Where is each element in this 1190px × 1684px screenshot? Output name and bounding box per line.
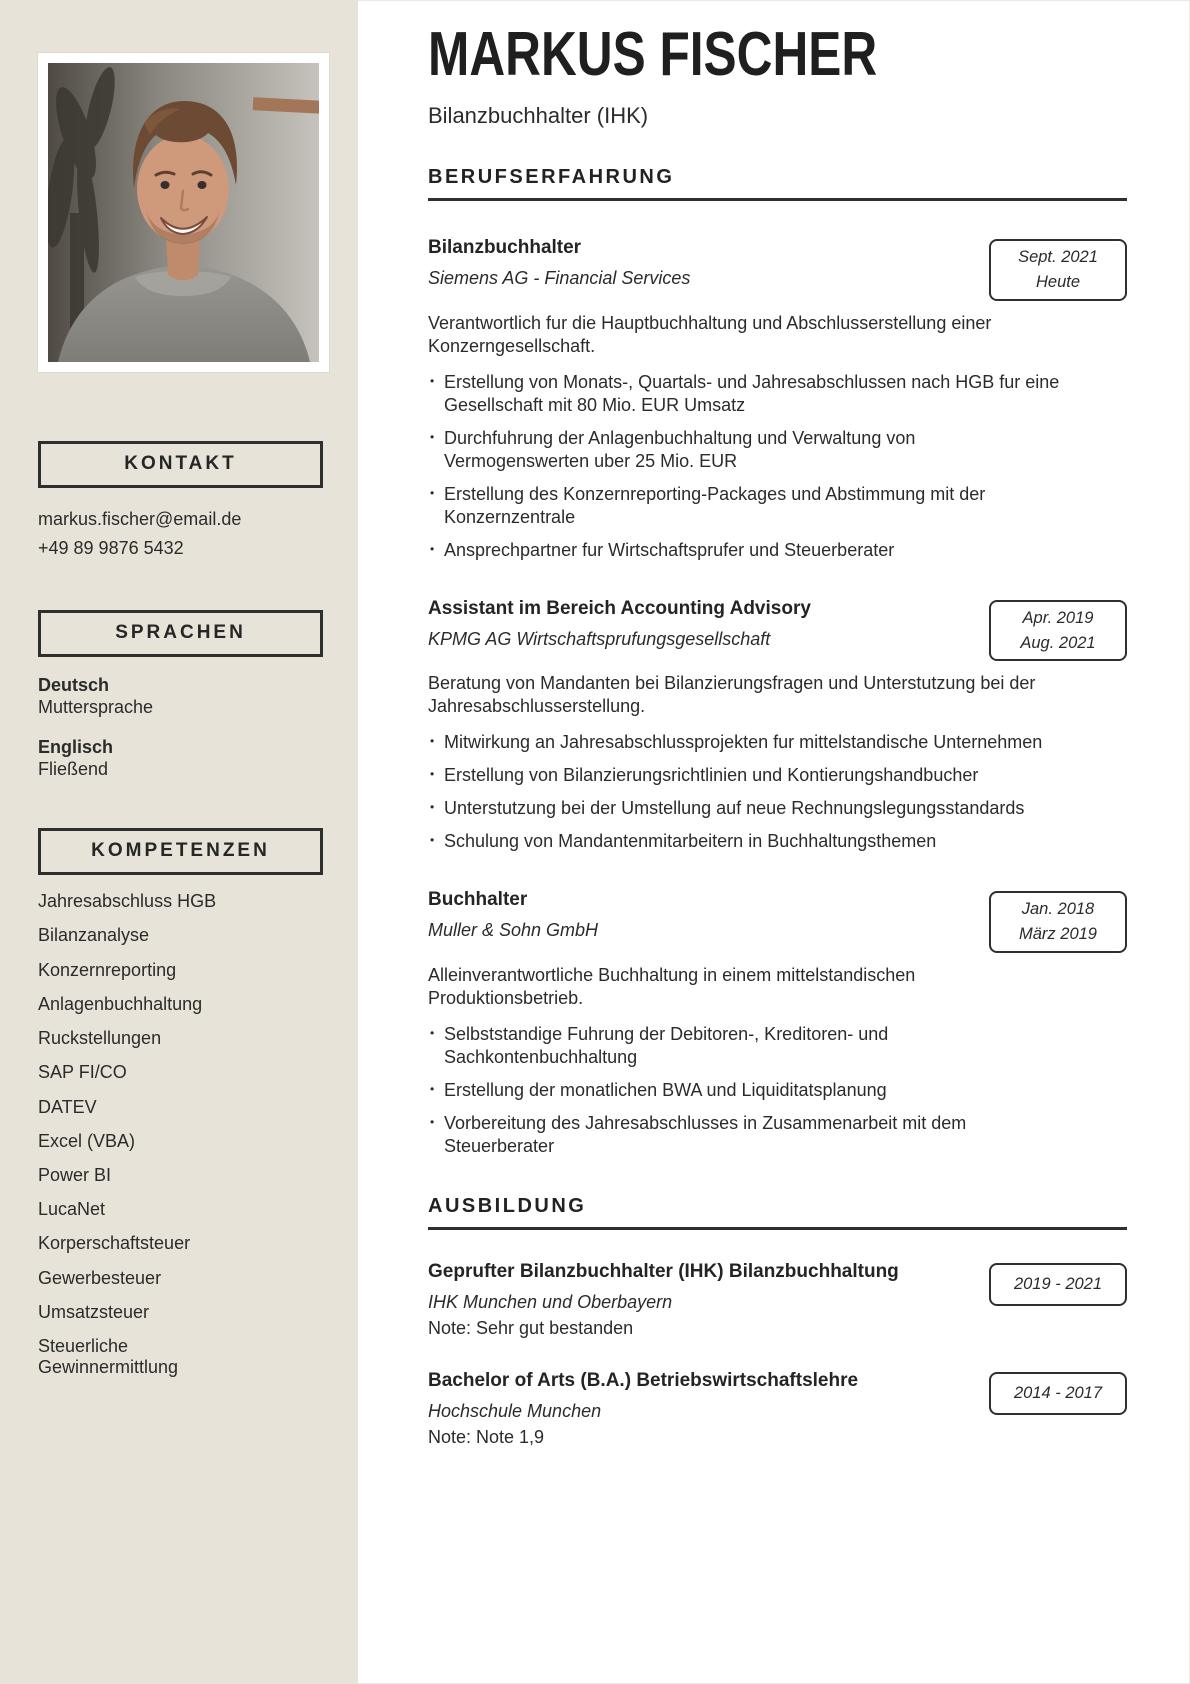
languages-section bbox=[38, 610, 323, 781]
skills-section bbox=[38, 828, 323, 1379]
person-name: MARKUS FISCHER bbox=[428, 20, 878, 89]
date-badge bbox=[989, 239, 1127, 301]
skill-item: Ruckstellungen bbox=[38, 1028, 162, 1049]
sidebar bbox=[0, 0, 358, 1684]
language-level: Muttersprache bbox=[38, 697, 154, 718]
date-badge bbox=[989, 1372, 1127, 1415]
skill-item: Excel (VBA) bbox=[38, 1130, 136, 1151]
skill-item: Bilanzanalyse bbox=[38, 925, 150, 946]
job-bullet: • Mitwirkung an Jahresabschlussprojekten fur mittelstandische Unternehmen bbox=[428, 731, 1064, 754]
person-job-title: Bilanzbuchhalter (IHK) bbox=[428, 103, 649, 128]
job-bullet: • Schulung von Mandantenmitarbeitern in Buchhaltungsthemen bbox=[428, 830, 1064, 853]
skill-item: DATEV bbox=[38, 1096, 97, 1117]
experience-entry bbox=[428, 889, 1127, 1158]
education-note: Note: Note 1,9 bbox=[428, 1427, 545, 1448]
job-bullet: • Durchfuhrung der Anlagenbuchhaltung und Verwaltung von Vermogenswerten uber 25 Mio. EUR bbox=[428, 427, 1064, 473]
skill-item: Jahresabschluss HGB bbox=[38, 891, 217, 912]
job-role: Assistant im Bereich Accounting Advisory bbox=[428, 597, 811, 619]
date-badge bbox=[989, 600, 1127, 662]
job-bullet: • Ansprechpartner fur Wirtschaftsprufer und Steuerberater bbox=[428, 539, 1064, 562]
job-company: Muller & Sohn GmbH bbox=[428, 920, 599, 941]
job-company: KPMG AG Wirtschaftsprufungsgesellschaft bbox=[428, 628, 771, 649]
job-summary: Verantwortlich fur die Hauptbuchhaltung und Abschlusserstellung einer Konzerngesellschaft. bbox=[428, 312, 992, 356]
languages-heading: SPRACHEN bbox=[38, 610, 323, 657]
contact-heading: KONTAKT bbox=[38, 441, 323, 488]
job-bullet: • Erstellung des Konzernreporting-Packages und Abstimmung mit der Konzernzentrale bbox=[428, 483, 1064, 529]
date-to: März 2019 bbox=[1019, 925, 1097, 944]
language-item bbox=[38, 737, 323, 781]
contact-email: markus.fischer@email.de bbox=[38, 509, 242, 529]
date-from: Apr. 2019 bbox=[1022, 608, 1094, 627]
experience-section-heading: BERUFSERFAHRUNG bbox=[428, 166, 1127, 201]
job-bullet: • Unterstutzung bei der Umstellung auf neue Rechnungslegungsstandards bbox=[428, 797, 1064, 820]
skills-heading: KOMPETENZEN bbox=[38, 828, 323, 875]
education-section-heading: AUSBILDUNG bbox=[428, 1195, 1127, 1230]
education-entry bbox=[428, 1261, 1127, 1339]
skill-item: Umsatzsteuer bbox=[38, 1301, 150, 1322]
education-entry bbox=[428, 1370, 1127, 1448]
job-bullet: • Vorbereitung des Jahresabschlusses in Zusammenarbeit mit dem Steuerberater bbox=[428, 1112, 1064, 1158]
language-level: Fließend bbox=[38, 759, 109, 780]
skill-item: Gewerbesteuer bbox=[38, 1267, 162, 1288]
job-bullet: • Erstellung von Monats-, Quartals- und Jahresabschlussen nach HGB fur eine Gesellschaft mit 80 Mio. EUR Umsatz bbox=[428, 371, 1064, 417]
skill-item: Korperschaftsteuer bbox=[38, 1233, 191, 1254]
date-to: Heute bbox=[1035, 272, 1081, 291]
date-badge bbox=[989, 1263, 1127, 1306]
education-degree: Geprufter Bilanzbuchhalter (IHK) Bilanzbuchhaltung bbox=[428, 1261, 899, 1283]
job-company: Siemens AG - Financial Services bbox=[428, 268, 691, 288]
language-item bbox=[38, 675, 323, 719]
skill-item: LucaNet bbox=[38, 1199, 106, 1220]
education-degree: Bachelor of Arts (B.A.) Betriebswirtschaftslehre bbox=[428, 1370, 859, 1392]
education-note: Note: Sehr gut bestanden bbox=[428, 1318, 634, 1339]
job-summary: Alleinverantwortliche Buchhaltung in einem mittelstandischen Produktionsbetrieb. bbox=[428, 964, 916, 1008]
contact-phone: +49 89 9876 5432 bbox=[38, 538, 184, 559]
education-school: IHK Munchen und Oberbayern bbox=[428, 1292, 673, 1313]
language-name: Englisch bbox=[38, 737, 114, 758]
contact-section bbox=[38, 441, 323, 563]
skill-item: Konzernreporting bbox=[38, 959, 177, 980]
date-from: Sept. 2021 bbox=[1018, 248, 1098, 266]
experience-entry bbox=[428, 237, 1127, 562]
date-range: 2014 - 2017 bbox=[1013, 1384, 1103, 1403]
skill-item: SAP FI/CO bbox=[38, 1062, 127, 1083]
date-range: 2019 - 2021 bbox=[1013, 1275, 1103, 1294]
job-bullet: • Erstellung der monatlichen BWA und Liquiditatsplanung bbox=[428, 1079, 1064, 1102]
job-bullets bbox=[428, 731, 1127, 853]
experience-entry bbox=[428, 598, 1127, 854]
skill-item: Anlagenbuchhaltung bbox=[38, 993, 203, 1014]
date-badge bbox=[989, 891, 1127, 953]
skill-item: Power BI bbox=[38, 1165, 112, 1185]
job-bullets bbox=[428, 371, 1127, 562]
job-bullet: • Selbststandige Fuhrung der Debitoren-, Kreditoren- und Sachkontenbuchhaltung bbox=[428, 1023, 1064, 1069]
job-bullets bbox=[428, 1023, 1127, 1158]
job-role: Bilanzbuchhalter bbox=[428, 237, 582, 258]
main-content bbox=[358, 0, 1190, 1684]
language-name: Deutsch bbox=[38, 675, 110, 696]
date-to: Aug. 2021 bbox=[1020, 633, 1096, 652]
skill-item: Steuerliche Gewinnermittlung bbox=[38, 1336, 179, 1378]
job-role: Buchhalter bbox=[428, 889, 528, 911]
date-from: Jan. 2018 bbox=[1021, 900, 1095, 919]
profile-photo bbox=[48, 63, 319, 362]
job-summary: Beratung von Mandanten bei Bilanzierungsfragen und Unterstutzung bei der Jahresabschlusserstellung. bbox=[428, 673, 1036, 717]
education-school: Hochschule Munchen bbox=[428, 1401, 602, 1422]
job-bullet: • Erstellung von Bilanzierungsrichtlinien und Kontierungshandbucher bbox=[428, 764, 1064, 787]
skills-list bbox=[38, 891, 270, 1379]
profile-photo-frame bbox=[38, 53, 329, 372]
